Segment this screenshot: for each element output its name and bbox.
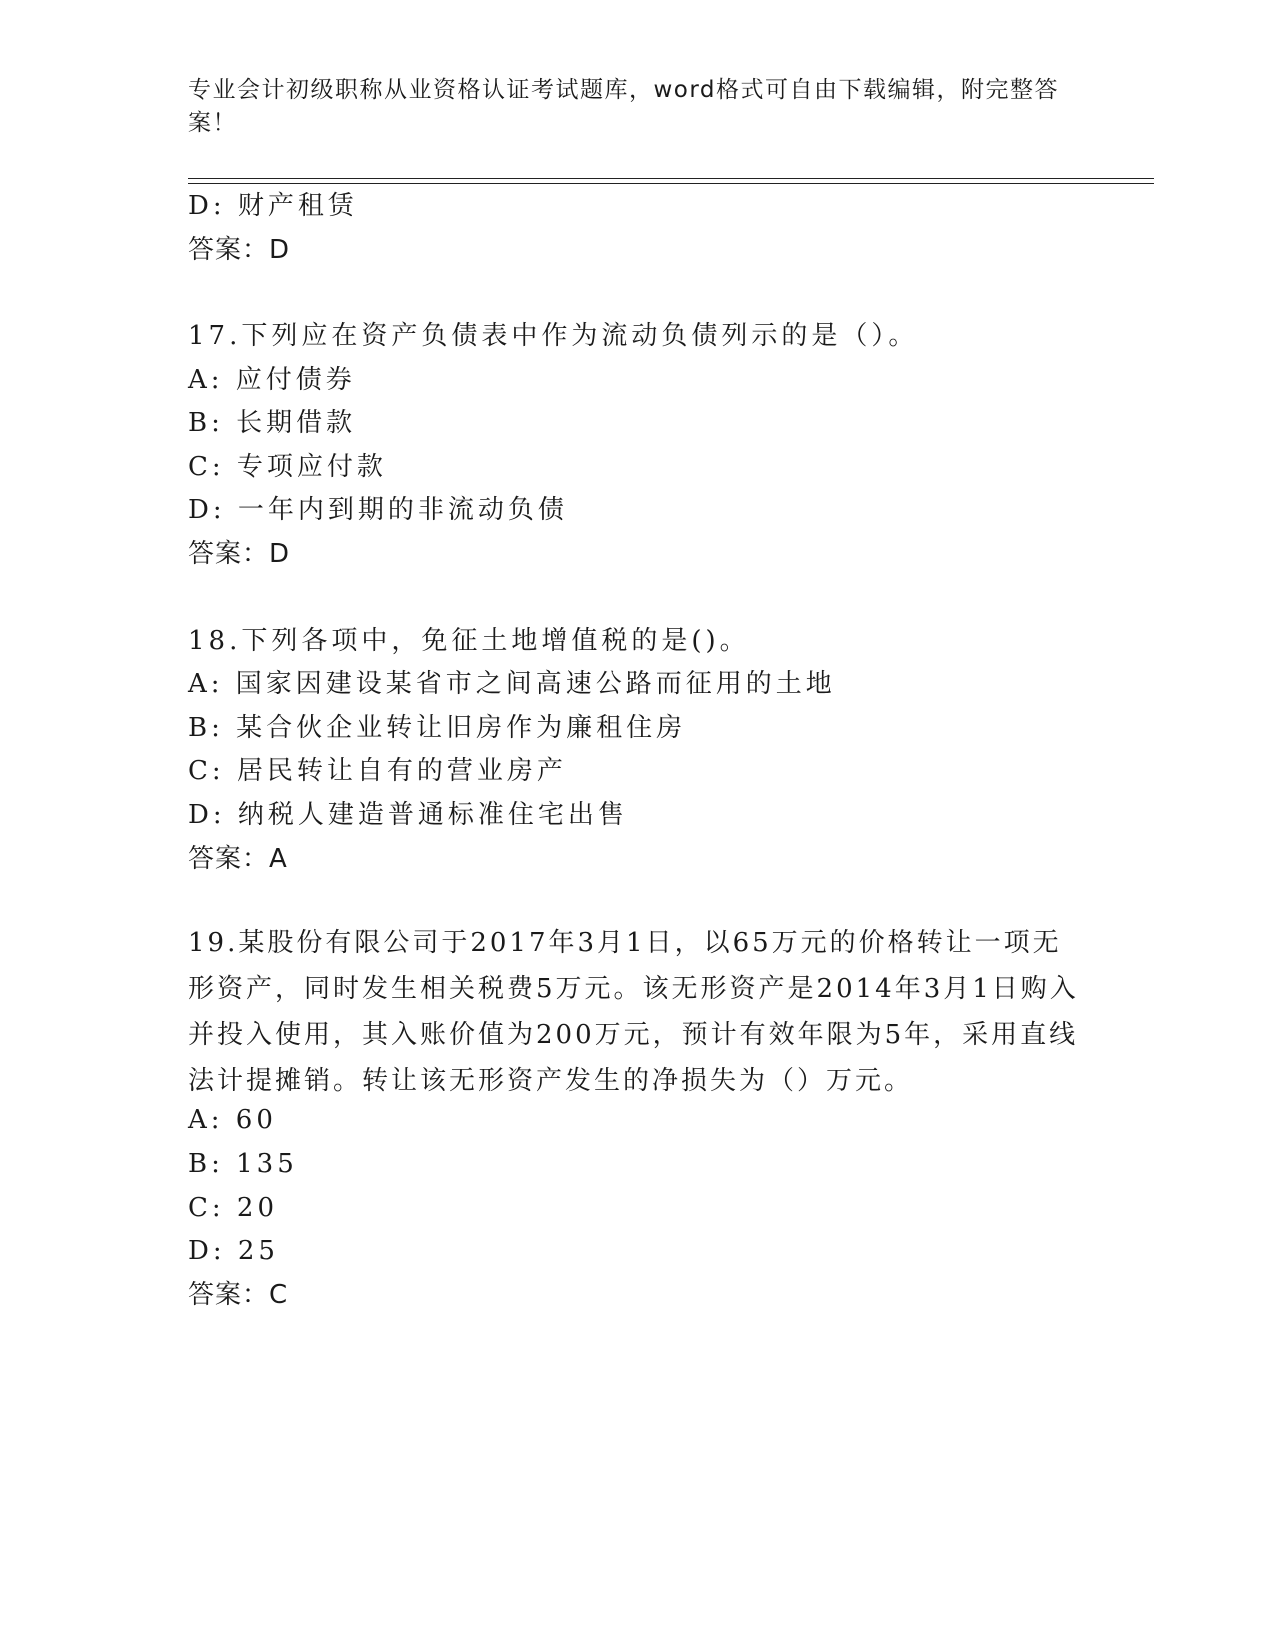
q19-option-d: D: 25 <box>188 1236 279 1266</box>
q19-option-a: A: 60 <box>188 1105 277 1135</box>
q18-option-c: C: 居民转让自有的营业房产 <box>188 756 567 786</box>
document-header: 专业会计初级职称从业资格认证考试题库，word格式可自由下载编辑，附完整答案！ <box>188 77 1060 136</box>
header-divider-bottom <box>188 183 1154 184</box>
q18-option-a: A: 国家因建设某省市之间高速公路而征用的土地 <box>188 669 836 699</box>
q19-option-c: C: 20 <box>188 1193 279 1223</box>
q19-stem: 19.某股份有限公司于2017年3月1日，以65万元的价格转让一项无形资产，同时发生相关税费5万元。该无形资产是2014年3月1日购入并投入使用，其入账价值为200万元，预计有效年限为5年，采用直线法计提摊销。转让该无形资产发生的净损失为（）万元。 <box>188 928 1079 1096</box>
q18-option-d: D: 纳税人建造普通标准住宅出售 <box>188 800 628 830</box>
prev-question-answer: 答案：D <box>188 235 291 265</box>
q19-option-b: B: 135 <box>188 1149 298 1179</box>
prev-question-option-d: D: 财产租赁 <box>188 191 358 221</box>
q17-option-a: A: 应付债券 <box>188 365 356 395</box>
q17-answer: 答案：D <box>188 539 291 569</box>
q18-answer: 答案：A <box>188 844 288 874</box>
q17-option-b: B: 长期借款 <box>188 408 357 438</box>
q18-option-b: B: 某合伙企业转让旧房作为廉租住房 <box>188 713 687 743</box>
q17-option-d: D: 一年内到期的非流动负债 <box>188 495 568 525</box>
q17-stem: 17.下列应在资产负债表中作为流动负债列示的是（）。 <box>188 321 919 351</box>
q18-stem: 18.下列各项中，免征土地增值税的是()。 <box>188 626 750 656</box>
q17-option-c: C: 专项应付款 <box>188 452 387 482</box>
q19-answer: 答案：C <box>188 1280 289 1310</box>
header-divider-top <box>188 178 1154 179</box>
